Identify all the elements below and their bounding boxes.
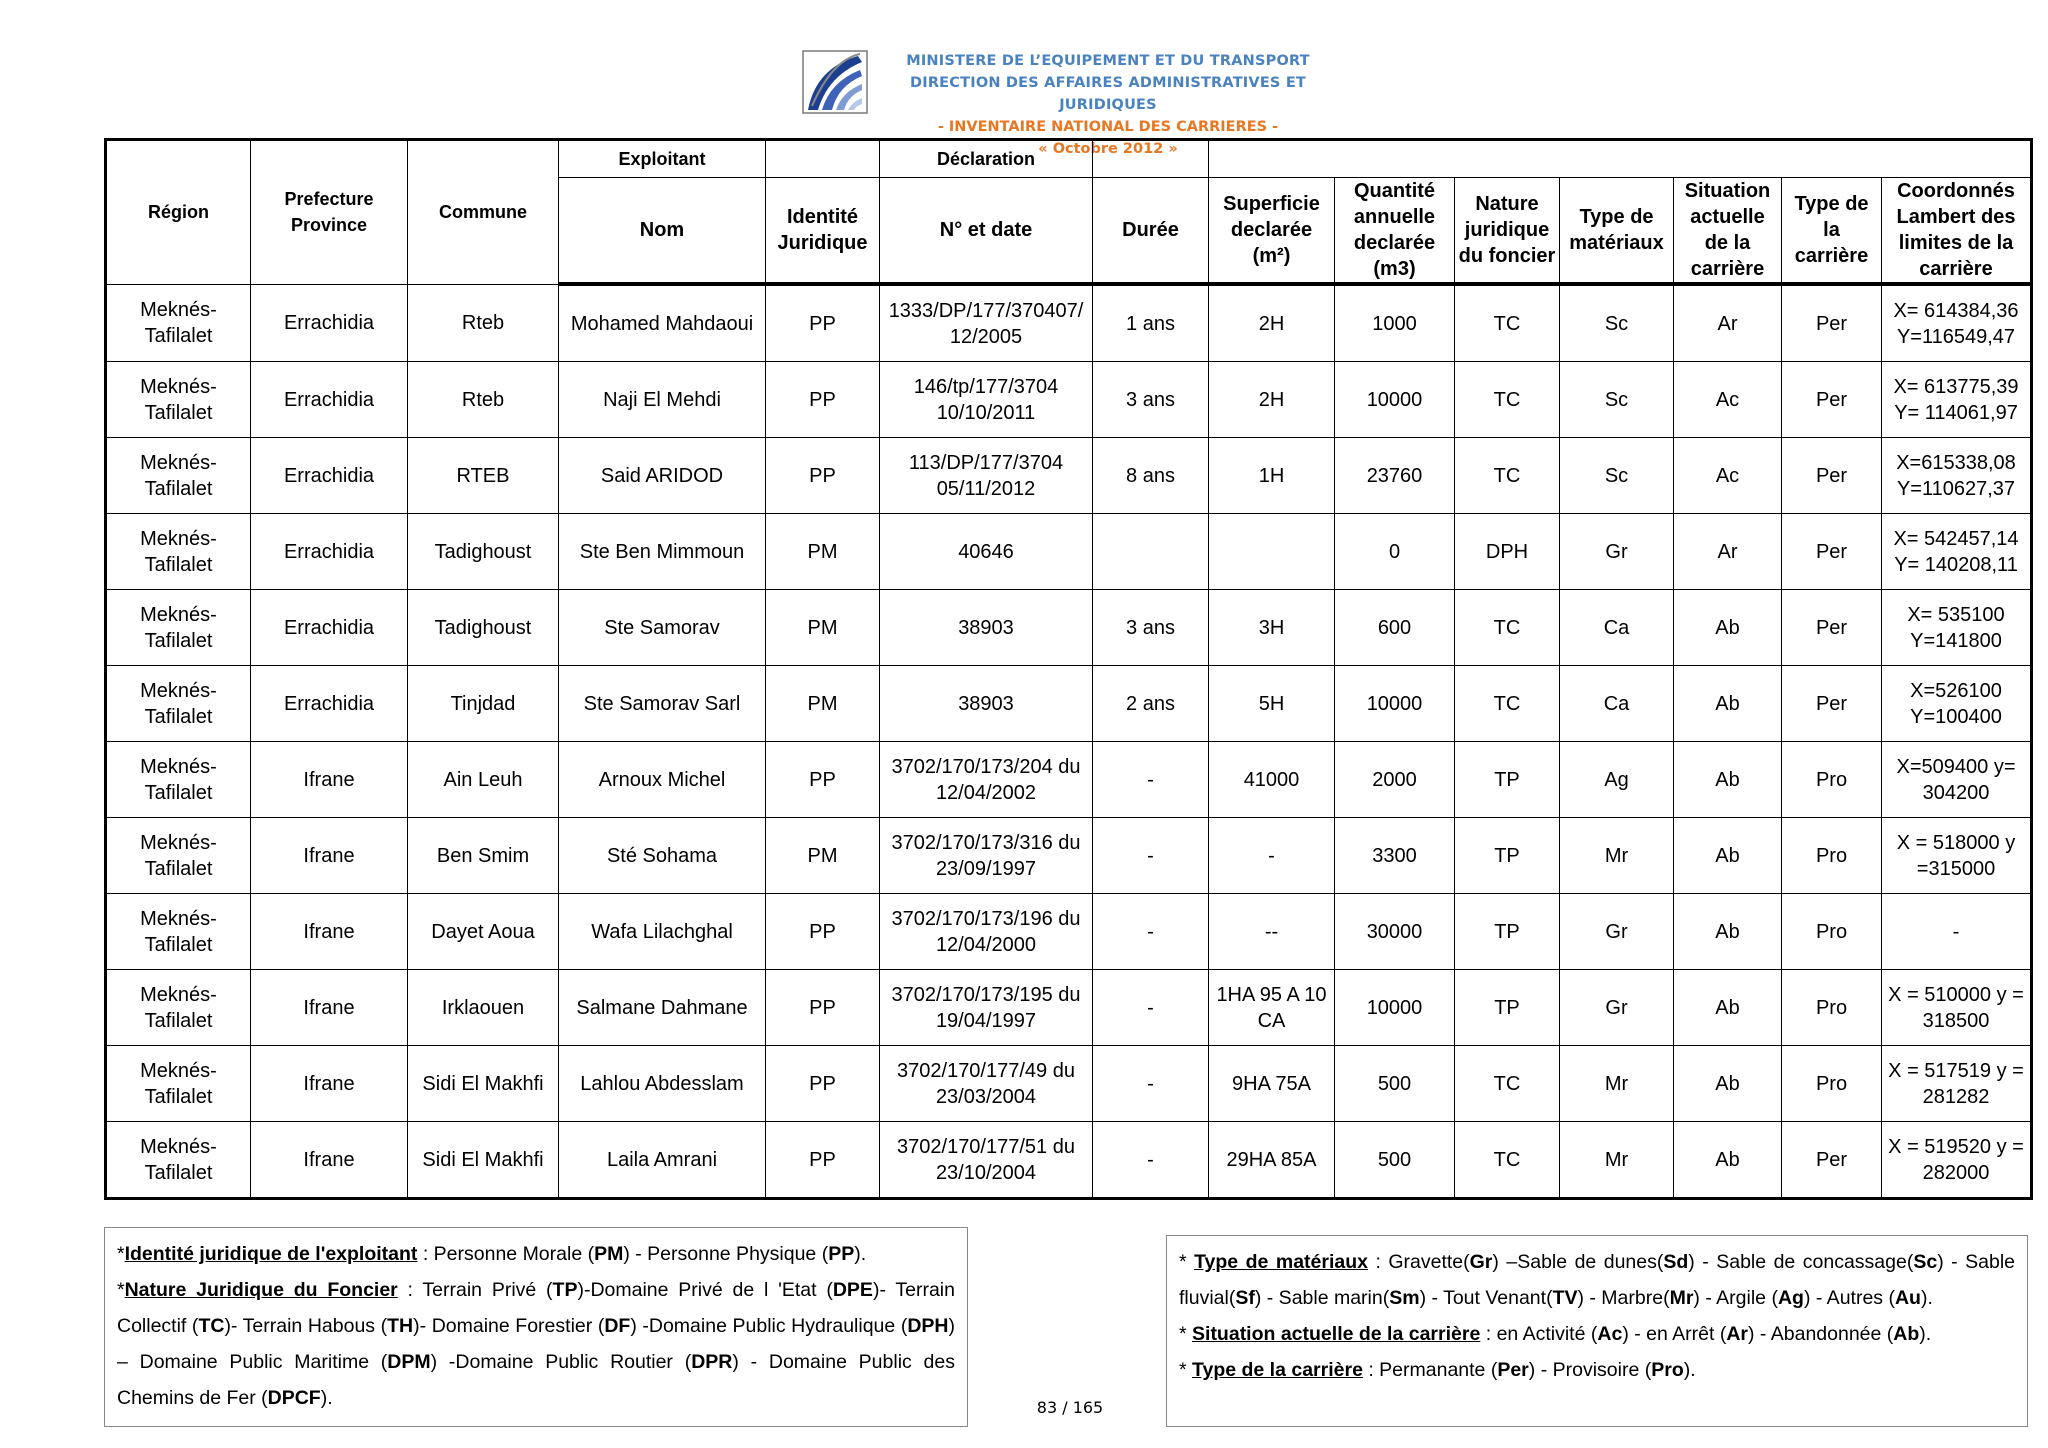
- table-cell: 500: [1335, 1122, 1455, 1199]
- header-inventory: - INVENTAIRE NATIONAL DES CARRIERES -: [937, 119, 1279, 135]
- table-cell: Meknés-Tafilalet: [106, 1046, 251, 1122]
- table-cell: Ben Smim: [408, 818, 559, 894]
- table-cell: PP: [766, 1046, 880, 1122]
- table-cell: Ste Ben Mimmoun: [559, 514, 766, 590]
- table-cell: X= 535100 Y=141800: [1882, 590, 2032, 666]
- table-cell: X = 517519 y = 281282: [1882, 1046, 2032, 1122]
- col-header: Identité Juridique: [766, 178, 880, 285]
- table-cell: Ab: [1674, 590, 1782, 666]
- page-header: [0, 48, 2048, 157]
- table-cell: Pro: [1782, 894, 1882, 970]
- legend-abbr: DF: [604, 1315, 631, 1337]
- table-cell: 23760: [1335, 438, 1455, 514]
- table-row: [106, 818, 2032, 894]
- legend-text: ) -Domaine Public Routier (: [430, 1351, 692, 1373]
- table-cell: Per: [1782, 1122, 1882, 1199]
- header-ministry: MINISTERE DE L’EQUIPEMENT ET DU TRANSPORT: [906, 53, 1310, 69]
- legend-text: ) - Sable marin(: [1254, 1287, 1390, 1309]
- table-cell: Laila Amrani: [559, 1122, 766, 1199]
- group-header-empty: [1093, 140, 1209, 178]
- legend-text: ).: [854, 1243, 867, 1265]
- legend-title: Nature Juridique du Foncier: [124, 1279, 398, 1301]
- legend-abbr: DPE: [832, 1279, 873, 1301]
- table-cell: PP: [766, 970, 880, 1046]
- legend-text: )- Terrain Collectif (: [117, 1279, 955, 1337]
- table-cell: Sidi El Makhfi: [408, 1046, 559, 1122]
- table-cell: -: [1093, 818, 1209, 894]
- legend-text: ) - Sable fluvial(: [1179, 1251, 2016, 1309]
- table-cell: Ifrane: [251, 818, 408, 894]
- legend-text: )- Terrain Habous (: [224, 1315, 388, 1337]
- legend-text: : Permanante (: [1362, 1359, 1498, 1381]
- table-cell: X= 542457,14 Y= 140208,11: [1882, 514, 2032, 590]
- legend-text: )- Domaine Forestier (: [413, 1315, 605, 1337]
- table-cell: X=526100 Y=100400: [1882, 666, 2032, 742]
- table-cell: Arnoux Michel: [559, 742, 766, 818]
- table-cell: 600: [1335, 590, 1455, 666]
- legend-right: [1166, 1235, 2028, 1427]
- table-cell: Naji El Mehdi: [559, 362, 766, 438]
- group-header-empty: [766, 140, 880, 178]
- table-cell: Lahlou Abdesslam: [559, 1046, 766, 1122]
- table-cell: TC: [1455, 1046, 1560, 1122]
- table-cell: TC: [1455, 438, 1560, 514]
- legend-text: ) – Domaine Public Maritime (: [117, 1315, 955, 1373]
- legend-text: : Terrain Privé (: [397, 1279, 553, 1301]
- table-cell: TP: [1455, 970, 1560, 1046]
- table-cell: Per: [1782, 284, 1882, 362]
- table-cell: Ca: [1560, 666, 1674, 742]
- table-cell: PP: [766, 438, 880, 514]
- table-row: [106, 666, 2032, 742]
- table-cell: 1H: [1209, 438, 1335, 514]
- table-cell: Mohamed Mahdaoui: [559, 284, 766, 362]
- table-cell: 1000: [1335, 284, 1455, 362]
- col-header: Superficie declarée (m²): [1209, 178, 1335, 285]
- table-cell: Meknés-Tafilalet: [106, 362, 251, 438]
- table-cell: 3H: [1209, 590, 1335, 666]
- legend-identite: *Identité juridique de l'exploitant : Personne Morale (PM) - Personne Physique (PP).: [117, 1243, 867, 1265]
- table-cell: 38903: [880, 666, 1093, 742]
- col-header: Nature juridique du foncier: [1455, 178, 1560, 285]
- table-cell: 29HA 85A: [1209, 1122, 1335, 1199]
- header-direction: DIRECTION DES AFFAIRES ADMINISTRATIVES ET JURIDIQUES: [909, 75, 1307, 113]
- table-row: [106, 284, 2032, 362]
- table-cell: DPH: [1455, 514, 1560, 590]
- table-cell: Ar: [1674, 514, 1782, 590]
- legend-abbr: Ac: [1597, 1323, 1623, 1345]
- legend-abbr: TH: [387, 1315, 414, 1337]
- table-cell: 3702/170/173/204 du 12/04/2002: [880, 742, 1093, 818]
- table-cell: -: [1093, 1122, 1209, 1199]
- table-cell: -: [1093, 894, 1209, 970]
- col-header: Coordonnés Lambert des limites de la carrière: [1882, 178, 2032, 285]
- col-header: Région: [106, 140, 251, 285]
- table-cell: Sidi El Makhfi: [408, 1122, 559, 1199]
- legend-text: ) - Sable de concassage(: [1688, 1251, 1914, 1273]
- legend-abbr: Sf: [1235, 1287, 1255, 1309]
- legend-abbr: TV: [1552, 1287, 1578, 1309]
- table-cell: Wafa Lilachghal: [559, 894, 766, 970]
- table-cell: Meknés-Tafilalet: [106, 894, 251, 970]
- legend-text: ) - Argile (: [1693, 1287, 1778, 1309]
- table-cell: 1HA 95 A 10 CA: [1209, 970, 1335, 1046]
- table-cell: Meknés-Tafilalet: [106, 284, 251, 362]
- table-row: [106, 970, 2032, 1046]
- table-cell: Tadighoust: [408, 590, 559, 666]
- table-cell: -: [1209, 818, 1335, 894]
- table-cell: 8 ans: [1093, 438, 1209, 514]
- legend-text: ) - Personne Physique (: [623, 1243, 829, 1265]
- table-row: [106, 438, 2032, 514]
- table-cell: Errachidia: [251, 362, 408, 438]
- table-cell: PM: [766, 666, 880, 742]
- table-cell: Mr: [1560, 1122, 1674, 1199]
- table-cell: Per: [1782, 590, 1882, 666]
- table-cell: Sc: [1560, 438, 1674, 514]
- table-cell: Mr: [1560, 1046, 1674, 1122]
- table-row: [106, 1122, 2032, 1199]
- col-header: Quantité annuelle declarée (m3): [1335, 178, 1455, 285]
- legend-abbr: PP: [828, 1243, 855, 1265]
- legend-text: ) - Provisoire (: [1528, 1359, 1652, 1381]
- table-cell: TC: [1455, 284, 1560, 362]
- legend-abbr: Pro: [1651, 1359, 1684, 1381]
- table-cell: X = 519520 y = 282000: [1882, 1122, 2032, 1199]
- group-header-row: [106, 140, 2032, 178]
- table-cell: Ab: [1674, 1122, 1782, 1199]
- col-header: Commune: [408, 140, 559, 285]
- table-cell: Meknés-Tafilalet: [106, 970, 251, 1046]
- table-cell: 1 ans: [1093, 284, 1209, 362]
- table-cell: Ab: [1674, 818, 1782, 894]
- table-cell: Pro: [1782, 1046, 1882, 1122]
- table-cell: TC: [1455, 666, 1560, 742]
- table-cell: Per: [1782, 666, 1882, 742]
- table-cell: 500: [1335, 1046, 1455, 1122]
- col-header: Durée: [1093, 178, 1209, 285]
- legend-type-carriere: * Type de la carrière : Permanante (Per) - Provisoire (Pro).: [1179, 1359, 1696, 1381]
- table-cell: Meknés-Tafilalet: [106, 742, 251, 818]
- group-header-empty: [1209, 140, 2032, 178]
- table-cell: 3702/170/173/196 du 12/04/2000: [880, 894, 1093, 970]
- table-cell: X=615338,08 Y=110627,37: [1882, 438, 2032, 514]
- table-cell: Meknés-Tafilalet: [106, 818, 251, 894]
- legend-title: Identité juridique de l'exploitant: [124, 1243, 418, 1265]
- table-cell: Ifrane: [251, 970, 408, 1046]
- legend-text: : en Activité (: [1480, 1323, 1598, 1345]
- ministry-logo-icon: [802, 50, 868, 114]
- legend-abbr: Ab: [1893, 1323, 1920, 1345]
- legend-abbr: Ag: [1777, 1287, 1804, 1309]
- table-cell: 10000: [1335, 362, 1455, 438]
- table-cell: Gr: [1560, 514, 1674, 590]
- table-cell: X= 613775,39 Y= 114061,97: [1882, 362, 2032, 438]
- legend-text: ) -Domaine Public Hydraulique (: [630, 1315, 908, 1337]
- table-cell: Dayet Aoua: [408, 894, 559, 970]
- legend-left: [104, 1227, 968, 1427]
- col-header: N° et date: [880, 178, 1093, 285]
- table-cell: Ac: [1674, 362, 1782, 438]
- table-cell: Meknés-Tafilalet: [106, 590, 251, 666]
- table-cell: Sc: [1560, 284, 1674, 362]
- legend-text: ) - Autres (: [1803, 1287, 1895, 1309]
- table-cell: -: [1882, 894, 2032, 970]
- table-row: [106, 894, 2032, 970]
- header-date: « Octobre 2012 »: [1038, 141, 1178, 157]
- table-cell: Sc: [1560, 362, 1674, 438]
- table-cell: Ab: [1674, 894, 1782, 970]
- table-row: [106, 742, 2032, 818]
- table-cell: 146/tp/177/3704 10/10/2011: [880, 362, 1093, 438]
- table-cell: PM: [766, 514, 880, 590]
- table-cell: Ab: [1674, 1046, 1782, 1122]
- table-cell: X= 614384,36 Y=116549,47: [1882, 284, 2032, 362]
- table-cell: 10000: [1335, 970, 1455, 1046]
- table-cell: PP: [766, 894, 880, 970]
- group-header-exploitant: Exploitant: [559, 140, 766, 178]
- legend-abbr: DPM: [387, 1351, 431, 1373]
- legend-materiaux: * Type de matériaux : Gravette(Gr) –Sable de dunes(Sd) - Sable de concassage(Sc) - Sable fluvial(Sf) - Sable marin(Sm) - Tout Venant(TV) - Marbre(Mr) - Argile (Ag) - Autres (Au).: [1179, 1251, 2016, 1309]
- table-cell: Ste Samorav Sarl: [559, 666, 766, 742]
- table-cell: Ifrane: [251, 1046, 408, 1122]
- table-cell: Ab: [1674, 742, 1782, 818]
- table-cell: Ab: [1674, 970, 1782, 1046]
- legend-text: ) - Domaine Public des Chemins de Fer (: [117, 1351, 955, 1409]
- legend-abbr: Au: [1894, 1287, 1921, 1309]
- legend-abbr: TP: [552, 1279, 578, 1301]
- table-cell: -: [1093, 970, 1209, 1046]
- table-cell: 3702/170/177/51 du 23/10/2004: [880, 1122, 1093, 1199]
- legend-abbr: DPCF: [267, 1387, 321, 1409]
- legend-text: ) - Abandonnée (: [1748, 1323, 1894, 1345]
- table-cell: Irklaouen: [408, 970, 559, 1046]
- table-row: [106, 362, 2032, 438]
- table-cell: 9HA 75A: [1209, 1046, 1335, 1122]
- table-cell: 1333/DP/177/370407/ 12/2005: [880, 284, 1093, 362]
- table-cell: Tinjdad: [408, 666, 559, 742]
- table-body: [106, 284, 2032, 1199]
- legend-abbr: DPR: [691, 1351, 733, 1373]
- legend-text: )-Domaine Privé de l 'Etat (: [577, 1279, 833, 1301]
- legend-nature: *Nature Juridique du Foncier : Terrain Privé (TP)-Domaine Privé de l 'Etat (DPE)- Terrain Collectif (TC)- Terrain Habous (TH)- Domaine Forestier (DF) -Domaine Public Hydraulique (DPH) – Domaine Public Maritime (DPM) -Domaine Public Routier (DPR) - Domaine Public des Chemins de Fer (DPCF).: [117, 1279, 955, 1409]
- table-cell: Errachidia: [251, 666, 408, 742]
- table-cell: 2 ans: [1093, 666, 1209, 742]
- table-cell: Errachidia: [251, 590, 408, 666]
- table-cell: Meknés-Tafilalet: [106, 1122, 251, 1199]
- table-cell: Pro: [1782, 818, 1882, 894]
- table-cell: [1093, 514, 1209, 590]
- table-cell: Ifrane: [251, 894, 408, 970]
- legend-title: Type de matériaux: [1194, 1251, 1368, 1273]
- table-cell: Tadighoust: [408, 514, 559, 590]
- table-cell: Sté Sohama: [559, 818, 766, 894]
- legend-abbr: Ar: [1726, 1323, 1749, 1345]
- table-cell: PM: [766, 818, 880, 894]
- table-cell: 3702/170/173/316 du 23/09/1997: [880, 818, 1093, 894]
- table-cell: 30000: [1335, 894, 1455, 970]
- quarries-table: [104, 138, 2033, 1200]
- legend-text: ) - Tout Venant(: [1419, 1287, 1553, 1309]
- group-header-declaration: Déclaration: [880, 140, 1093, 178]
- legend-abbr: Sm: [1389, 1287, 1420, 1309]
- legend-abbr: Per: [1497, 1359, 1529, 1381]
- table-cell: Gr: [1560, 970, 1674, 1046]
- legend-text: ).: [1683, 1359, 1696, 1381]
- table-cell: X = 518000 y =315000: [1882, 818, 2032, 894]
- col-header: Nom: [559, 178, 766, 285]
- table-cell: 2H: [1209, 284, 1335, 362]
- page-number: 83 / 165: [1036, 1398, 1104, 1417]
- legend-title: Type de la carrière: [1192, 1359, 1363, 1381]
- table-cell: PP: [766, 284, 880, 362]
- table-cell: Rteb: [408, 362, 559, 438]
- table-cell: 3300: [1335, 818, 1455, 894]
- table-cell: Errachidia: [251, 514, 408, 590]
- table-cell: 40646: [880, 514, 1093, 590]
- table-cell: Meknés-Tafilalet: [106, 514, 251, 590]
- legend-abbr: Sc: [1913, 1251, 1938, 1273]
- legend-text: ).: [320, 1387, 333, 1409]
- table-cell: Pro: [1782, 970, 1882, 1046]
- table-cell: 10000: [1335, 666, 1455, 742]
- table-cell: Mr: [1560, 818, 1674, 894]
- table-cell: TC: [1455, 362, 1560, 438]
- table-cell: 113/DP/177/3704 05/11/2012: [880, 438, 1093, 514]
- table-cell: TC: [1455, 1122, 1560, 1199]
- table-cell: Errachidia: [251, 438, 408, 514]
- table-cell: TP: [1455, 818, 1560, 894]
- table-cell: TC: [1455, 590, 1560, 666]
- table-cell: -: [1093, 742, 1209, 818]
- legend-abbr: Gr: [1469, 1251, 1493, 1273]
- legend-situation: * Situation actuelle de la carrière : en Activité (Ac) - en Arrêt (Ar) - Abandonnée (Ab).: [1179, 1323, 1932, 1345]
- table-cell: 38903: [880, 590, 1093, 666]
- table-cell: 3702/170/173/195 du 19/04/1997: [880, 970, 1093, 1046]
- table-cell: Ifrane: [251, 742, 408, 818]
- table-cell: PP: [766, 362, 880, 438]
- legend-text: : Gravette(: [1367, 1251, 1470, 1273]
- table-cell: 3 ans: [1093, 590, 1209, 666]
- table-cell: Salmane Dahmane: [559, 970, 766, 1046]
- table-cell: Ain Leuh: [408, 742, 559, 818]
- legend-abbr: Mr: [1669, 1287, 1694, 1309]
- table-cell: PP: [766, 1122, 880, 1199]
- table-cell: Ar: [1674, 284, 1782, 362]
- table-cell: Meknés-Tafilalet: [106, 438, 251, 514]
- col-header: Type de la carrière: [1782, 178, 1882, 285]
- legend-text: : Personne Morale (: [417, 1243, 595, 1265]
- table-cell: Said ARIDOD: [559, 438, 766, 514]
- table-cell: TP: [1455, 894, 1560, 970]
- table-cell: X=509400 y= 304200: [1882, 742, 2032, 818]
- table-cell: 41000: [1209, 742, 1335, 818]
- table-cell: Ifrane: [251, 1122, 408, 1199]
- table-cell: 0: [1335, 514, 1455, 590]
- table-cell: 5H: [1209, 666, 1335, 742]
- table-cell: Ca: [1560, 590, 1674, 666]
- legend-title: Situation actuelle de la carrière: [1192, 1323, 1481, 1345]
- legend-abbr: PM: [594, 1243, 624, 1265]
- table-cell: Ab: [1674, 666, 1782, 742]
- table-cell: Per: [1782, 514, 1882, 590]
- table-cell: TP: [1455, 742, 1560, 818]
- table-row: [106, 1046, 2032, 1122]
- table-cell: Pro: [1782, 742, 1882, 818]
- table-cell: [1209, 514, 1335, 590]
- table-cell: Ac: [1674, 438, 1782, 514]
- table-cell: 3702/170/177/49 du 23/03/2004: [880, 1046, 1093, 1122]
- legend-text: ) –Sable de dunes(: [1492, 1251, 1664, 1273]
- legend-abbr: TC: [198, 1315, 225, 1337]
- table-cell: RTEB: [408, 438, 559, 514]
- legend-text: ).: [1920, 1287, 1933, 1309]
- legend-text: ) - Marbre(: [1577, 1287, 1670, 1309]
- table-cell: Errachidia: [251, 284, 408, 362]
- table-cell: 2H: [1209, 362, 1335, 438]
- legend-abbr: Sd: [1663, 1251, 1689, 1273]
- legend-abbr: DPH: [907, 1315, 949, 1337]
- table-cell: Ag: [1560, 742, 1674, 818]
- table-cell: Per: [1782, 362, 1882, 438]
- table-cell: PM: [766, 590, 880, 666]
- table-cell: --: [1209, 894, 1335, 970]
- table-cell: 2000: [1335, 742, 1455, 818]
- table-cell: Meknés-Tafilalet: [106, 666, 251, 742]
- table-cell: Rteb: [408, 284, 559, 362]
- table-row: [106, 514, 2032, 590]
- table-cell: 3 ans: [1093, 362, 1209, 438]
- col-header: Situation actuelle de la carrière: [1674, 178, 1782, 285]
- col-header: Prefecture Province: [251, 140, 408, 285]
- table-cell: -: [1093, 1046, 1209, 1122]
- table-cell: Gr: [1560, 894, 1674, 970]
- col-header: Type de matériaux: [1560, 178, 1674, 285]
- table-cell: Ste Samorav: [559, 590, 766, 666]
- legend-text: ).: [1919, 1323, 1932, 1345]
- table-cell: Per: [1782, 438, 1882, 514]
- table-cell: X = 510000 y = 318500: [1882, 970, 2032, 1046]
- legend-text: ) - en Arrêt (: [1622, 1323, 1727, 1345]
- table-row: [106, 590, 2032, 666]
- table-cell: PP: [766, 742, 880, 818]
